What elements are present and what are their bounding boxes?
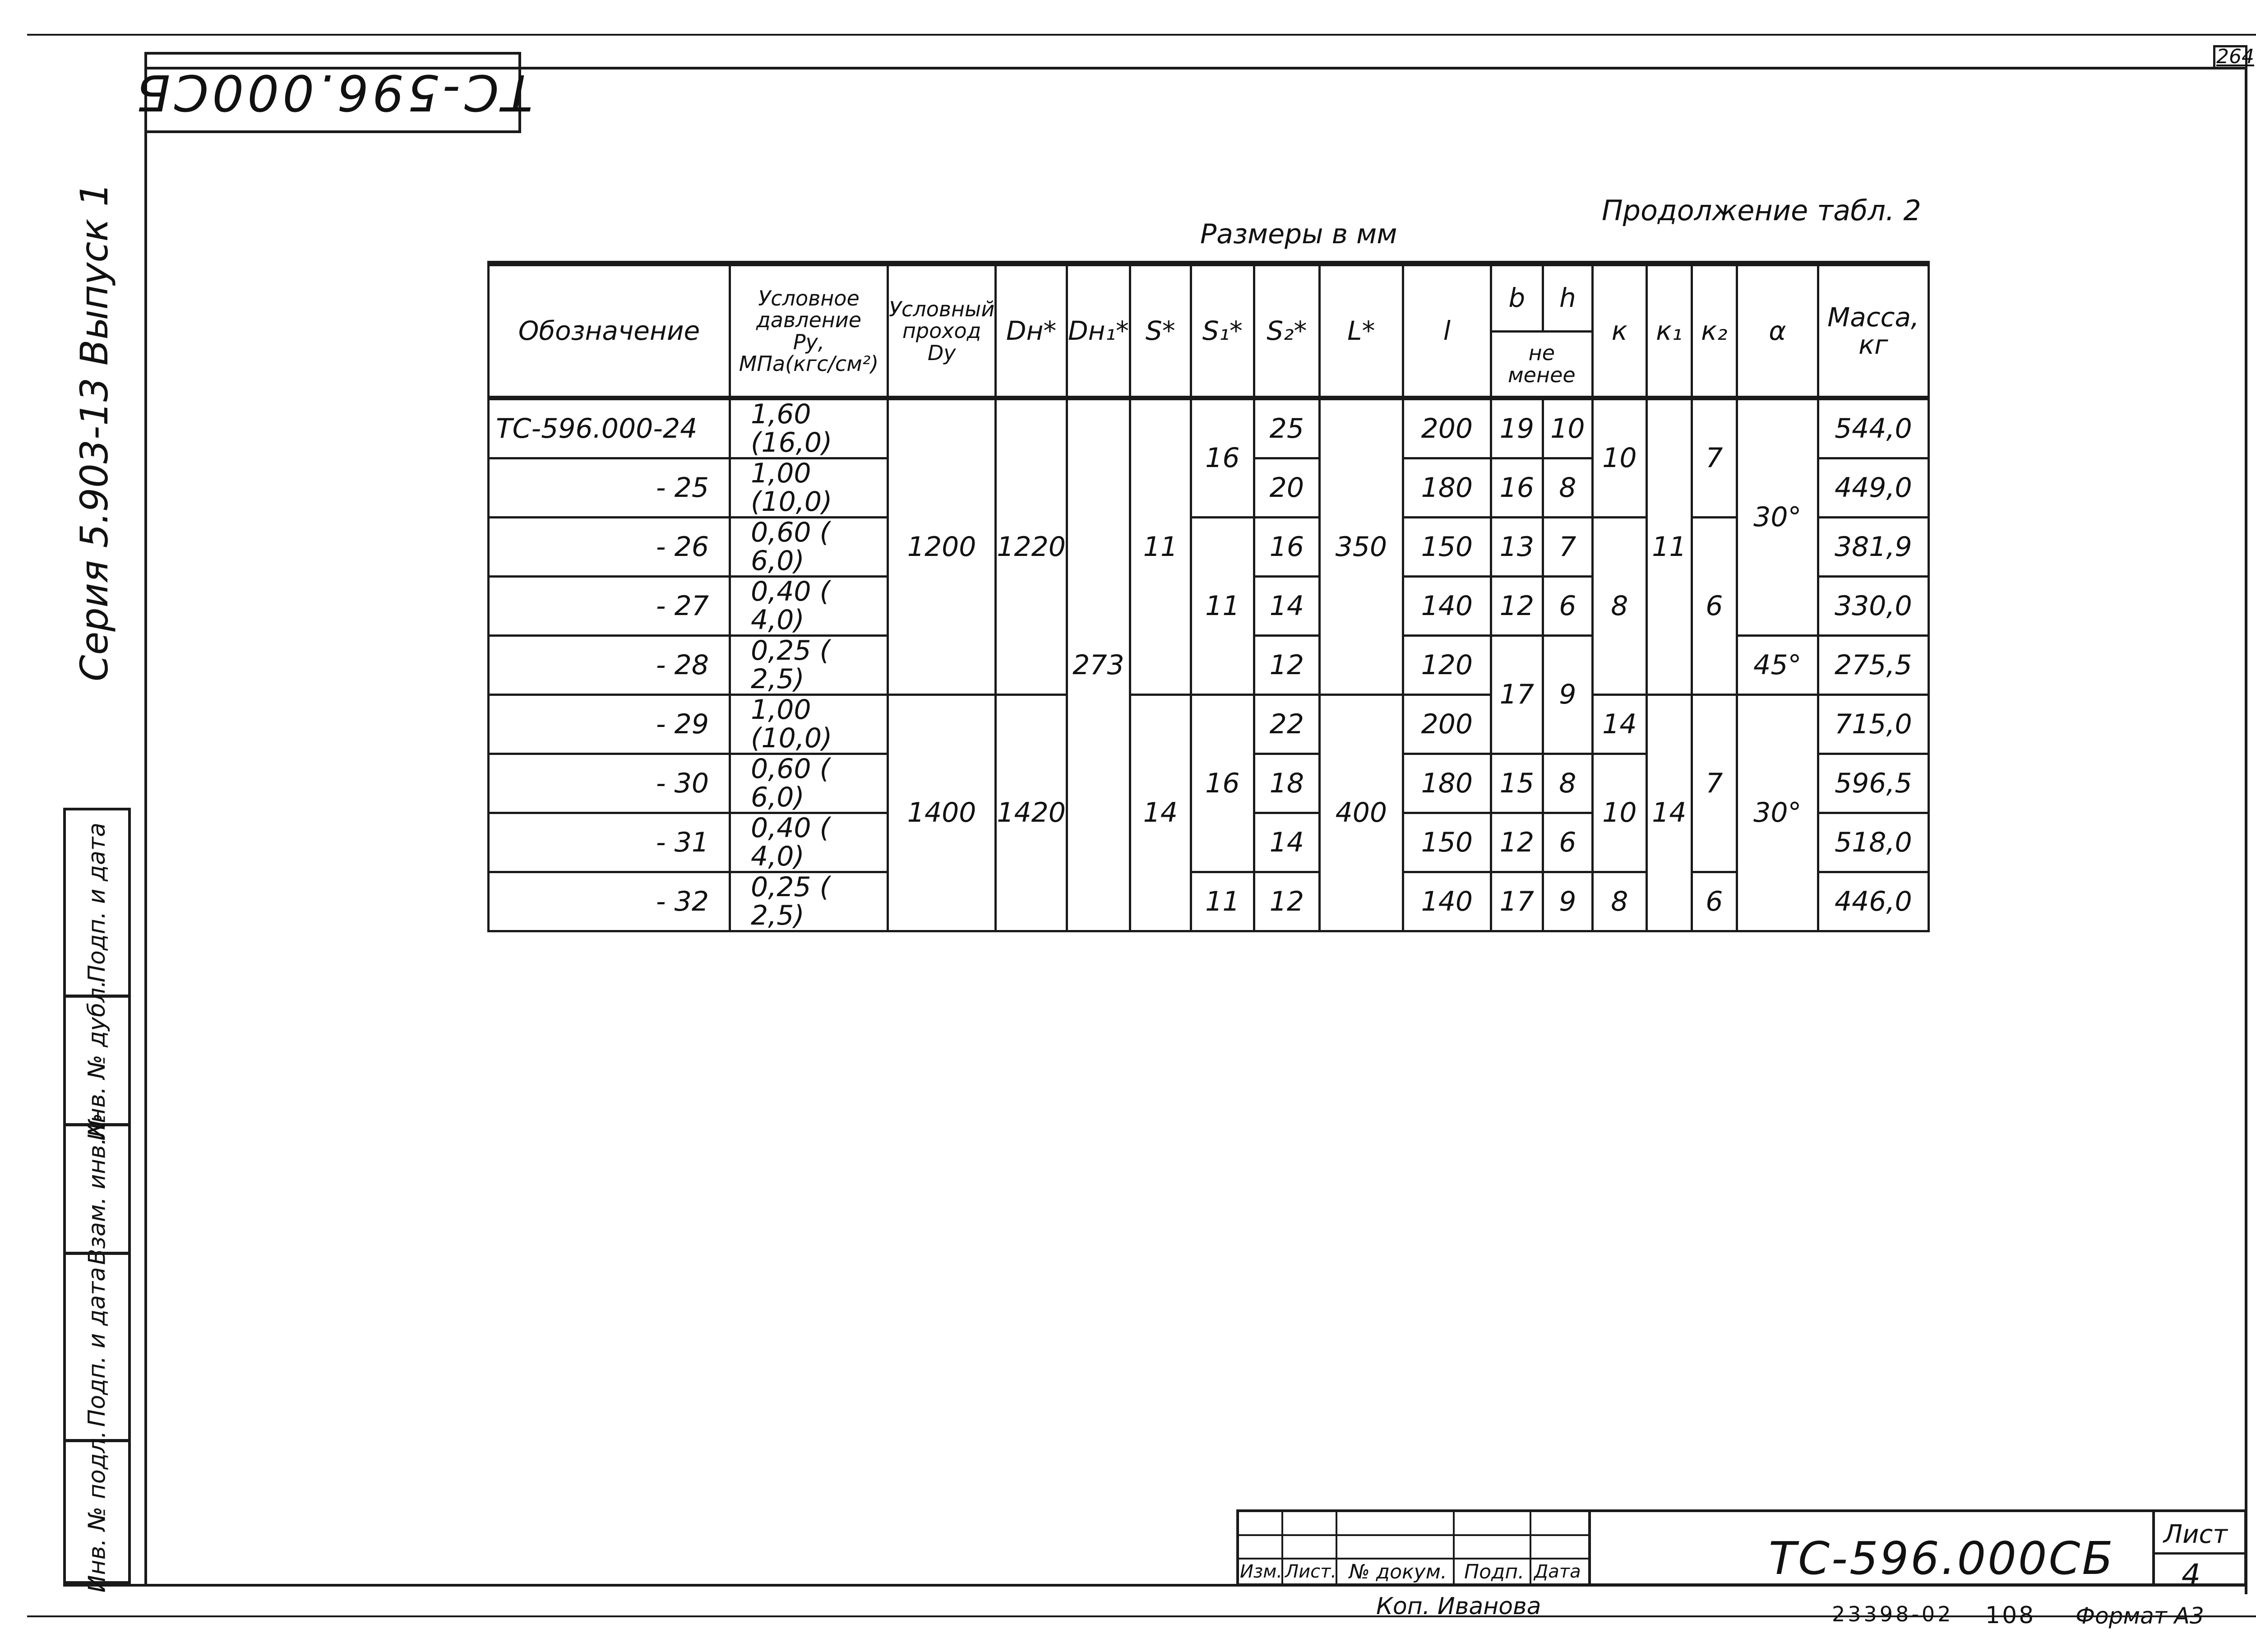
tb-izm: Изм.: [1240, 1561, 1283, 1582]
cell-s2: 16: [1254, 518, 1319, 577]
cell-l: 200: [1403, 695, 1491, 754]
tb-sheet-line: [2152, 1509, 2155, 1586]
cell-L: 400: [1319, 695, 1403, 931]
col-alpha: α: [1737, 264, 1818, 398]
continuation-caption: Продолжение табл. 2: [1602, 194, 1921, 227]
col-dn: Dн*: [996, 264, 1067, 398]
col-l: l: [1403, 264, 1491, 398]
stamp-code: ТС-596.000СБ: [133, 64, 533, 121]
cell-s1: 16: [1191, 695, 1254, 872]
tb-sheet-label: Лист: [2164, 1520, 2228, 1549]
cell-mass: 518,0: [1818, 813, 1928, 872]
cell-designation: - 32: [489, 872, 730, 931]
col-pressure-line: Условное: [758, 286, 860, 310]
series-title: Серия 5.903-13 Выпуск 1: [72, 182, 116, 681]
top-border-line: [27, 34, 2256, 36]
cell-k2: 7: [1692, 695, 1737, 872]
cell-pressure: 1,60 (16,0): [730, 398, 888, 458]
col-pressure-line: МПа(кгс/см²): [739, 351, 879, 376]
cell-designation: - 31: [489, 813, 730, 872]
cell-dy: 1200: [888, 398, 996, 695]
cell-s2: 18: [1254, 754, 1319, 813]
cell-h: 7: [1543, 518, 1592, 577]
units-caption: Размеры в мм: [1200, 218, 1397, 250]
col-k: к: [1592, 264, 1646, 398]
cell-mass: 446,0: [1818, 872, 1928, 931]
tb-grid-line: [1588, 1509, 1591, 1586]
copied-by: Коп. Иванова: [1376, 1593, 1541, 1620]
cell-dy: 1400: [888, 695, 996, 931]
cell-pressure: 1,00 (10,0): [730, 695, 888, 754]
cell-designation: ТС-596.000-24: [489, 398, 730, 458]
format-label: Формат А3: [2076, 1603, 2204, 1629]
col-k2: к₂: [1692, 264, 1737, 398]
col-s2: S₂*: [1254, 264, 1319, 398]
cell-s2: 12: [1254, 636, 1319, 695]
cell-h: 8: [1543, 754, 1592, 813]
cell-k: 10: [1592, 754, 1646, 872]
cell-k: 8: [1592, 518, 1646, 695]
cell-pressure: 0,25 ( 2,5): [730, 872, 888, 931]
cell-k2: 7: [1692, 398, 1737, 518]
cell-h: 9: [1543, 636, 1592, 754]
cell-k1: 11: [1646, 398, 1692, 695]
cell-l: 120: [1403, 636, 1491, 695]
cell-designation: - 26: [489, 518, 730, 577]
cell-alpha: 30°: [1737, 398, 1818, 636]
cell-b: 15: [1491, 754, 1543, 813]
cell-dn: 1220: [996, 398, 1067, 695]
col-k1: к₁: [1646, 264, 1692, 398]
cell-l: 140: [1403, 872, 1491, 931]
sidebar-cell-sign-date: [63, 808, 131, 997]
cell-designation: - 27: [489, 577, 730, 636]
document-stamp: [133, 52, 533, 133]
cell-mass: 330,0: [1818, 577, 1928, 636]
tb-grid-line: [1530, 1509, 1531, 1586]
cell-k: 14: [1592, 695, 1646, 754]
col-pressure: [730, 264, 888, 398]
cell-designation: - 28: [489, 636, 730, 695]
cell-h: 10: [1543, 398, 1592, 458]
cell-b: 13: [1491, 518, 1543, 577]
cell-mass: 381,9: [1818, 518, 1928, 577]
cell-s2: 14: [1254, 577, 1319, 636]
cell-designation: - 30: [489, 754, 730, 813]
cell-pressure: 0,25 ( 2,5): [730, 636, 888, 695]
cell-l: 150: [1403, 813, 1491, 872]
spec-table: [487, 261, 1930, 932]
cell-s: 11: [1130, 398, 1191, 695]
cell-b: 12: [1491, 577, 1543, 636]
col-mass-line: Масса,: [1827, 301, 1919, 333]
col-designation: Обозначение: [489, 264, 730, 398]
cell-l: 180: [1403, 754, 1491, 813]
col-passage-line: Dy: [927, 340, 956, 365]
cell-h: 8: [1543, 458, 1592, 518]
sidebar-cell-orig-inv: [63, 1430, 131, 1593]
cell-s: 14: [1130, 695, 1191, 931]
cell-alpha: 45°: [1737, 636, 1818, 695]
cell-k2: 6: [1692, 518, 1737, 695]
cell-s2: 20: [1254, 458, 1319, 518]
sidebar-label: Подп. и дата: [83, 1267, 111, 1427]
tb-sheet-line: [2152, 1552, 2247, 1555]
cell-pressure: 0,60 ( 6,0): [730, 754, 888, 813]
cell-mass: 715,0: [1818, 695, 1928, 754]
tb-grid-line: [1236, 1558, 1588, 1559]
archive-page: 108: [1985, 1602, 2036, 1629]
cell-b: 16: [1491, 458, 1543, 518]
cell-s1: 16: [1191, 398, 1254, 518]
cell-dn1: 273: [1067, 398, 1130, 931]
cell-mass: 275,5: [1818, 636, 1928, 695]
col-pressure-line: Ру,: [793, 329, 825, 354]
cell-pressure: 0,40 ( 4,0): [730, 813, 888, 872]
col-dn1: Dн₁*: [1067, 264, 1130, 398]
tb-date: Дата: [1534, 1561, 1581, 1582]
col-h: h: [1543, 264, 1592, 331]
cell-b: 19: [1491, 398, 1543, 458]
sidebar-cell-replace-inv: [63, 1113, 131, 1265]
cell-l: 180: [1403, 458, 1491, 518]
table-row: [489, 518, 1929, 577]
table-row: [489, 695, 1929, 754]
tb-sign: Подп.: [1464, 1560, 1525, 1583]
col-b: b: [1491, 264, 1543, 331]
tb-grid-line: [1236, 1534, 1588, 1536]
cell-L: 350: [1319, 398, 1403, 695]
cell-k2: 6: [1692, 872, 1737, 931]
col-not-less: не менее: [1491, 331, 1592, 398]
tb-code: ТС-596.000СБ: [1769, 1532, 2115, 1585]
cell-k: 8: [1592, 872, 1646, 931]
col-passage: [888, 264, 996, 398]
sidebar-label: Взам. инв.№: [83, 1113, 111, 1265]
col-s: S*: [1130, 264, 1191, 398]
cell-h: 9: [1543, 872, 1592, 931]
cell-l: 200: [1403, 398, 1491, 458]
cell-h: 6: [1543, 577, 1592, 636]
cell-b: 12: [1491, 813, 1543, 872]
col-s1: S₁*: [1191, 264, 1254, 398]
cell-mass: 544,0: [1818, 398, 1928, 458]
col-mass-line: кг: [1858, 329, 1888, 360]
tb-doc-no: № докум.: [1349, 1560, 1447, 1583]
tb-list: Лист.: [1285, 1561, 1337, 1582]
sidebar-cell-sign-date-2: [63, 1252, 131, 1442]
frame-left-line: [144, 52, 147, 1586]
cell-mass: 596,5: [1818, 754, 1928, 813]
col-L: L*: [1319, 264, 1403, 398]
cell-pressure: 0,40 ( 4,0): [730, 577, 888, 636]
col-passage-line: Условный: [889, 297, 995, 322]
col-mass: [1818, 264, 1928, 398]
page-number: 264: [2216, 45, 2254, 68]
sidebar-label: Подп. и дата: [83, 822, 111, 983]
tb-grid-line: [1453, 1509, 1455, 1586]
cell-k: 10: [1592, 398, 1646, 518]
cell-b: 17: [1491, 872, 1543, 931]
cell-b: 17: [1491, 636, 1543, 754]
cell-designation: - 29: [489, 695, 730, 754]
cell-s2: 25: [1254, 398, 1319, 458]
sidebar-label: Инв. № дубл.: [83, 980, 111, 1141]
sidebar-cell-dup-inv: [63, 980, 131, 1141]
cell-designation: - 25: [489, 458, 730, 518]
cell-pressure: 1,00 (10,0): [730, 458, 888, 518]
col-pressure-line: давление: [756, 308, 862, 333]
cell-pressure: 0,60 ( 6,0): [730, 518, 888, 577]
cell-l: 140: [1403, 577, 1491, 636]
cell-l: 150: [1403, 518, 1491, 577]
cell-s2: 14: [1254, 813, 1319, 872]
cell-alpha: 30°: [1737, 695, 1818, 931]
archive-number: 23398-02: [1832, 1602, 1954, 1626]
cell-s2: 12: [1254, 872, 1319, 931]
cell-dn: 1420: [996, 695, 1067, 931]
tb-sheet-number: 4: [2182, 1558, 2201, 1592]
cell-s1: 11: [1191, 872, 1254, 931]
col-passage-line: проход: [902, 319, 981, 343]
cell-k1: 14: [1646, 695, 1692, 931]
frame-right-line: [2245, 67, 2247, 1594]
table-row: [489, 398, 1929, 458]
cell-mass: 449,0: [1818, 458, 1928, 518]
sidebar-label: Инв. № подл.: [83, 1430, 111, 1593]
cell-s1: 11: [1191, 518, 1254, 695]
cell-h: 6: [1543, 813, 1592, 872]
table-row: [489, 872, 1929, 931]
cell-s2: 22: [1254, 695, 1319, 754]
